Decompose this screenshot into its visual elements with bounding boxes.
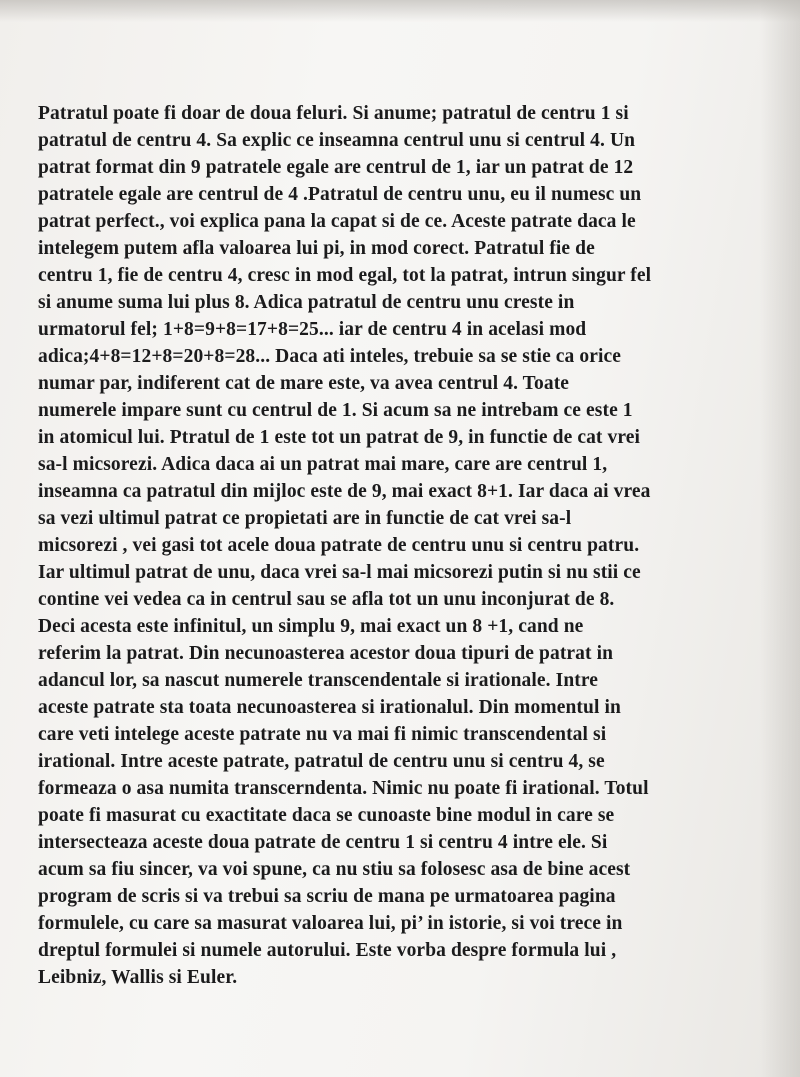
text-line: Leibniz, Wallis si Euler.: [38, 967, 238, 988]
text-line: intersecteaza aceste doua patrate de centru 1 si centru 4 intre ele. Si: [38, 832, 608, 853]
text-line: dreptul formulei si numele autorului. Este vorba despre formula lui ,: [38, 940, 617, 961]
document-text: [38, 100, 790, 991]
text-line: formeaza o asa numita transcerndenta. Nimic nu poate fi irational. Totul: [38, 778, 649, 799]
text-line: care veti intelege aceste patrate nu va mai fi nimic transcendental si: [38, 724, 607, 745]
text-line: numar par, indiferent cat de mare este, va avea centrul 4. Toate: [38, 373, 570, 394]
text-line: acum sa fiu sincer, va voi spune, ca nu stiu sa folosesc asa de bine acest: [38, 859, 631, 880]
text-line: program de scris si va trebui sa scriu de mana pe urmatoarea pagina: [38, 886, 616, 907]
text-line: irational. Intre aceste patrate, patratul de centru unu si centru 4, se: [38, 751, 605, 772]
text-line: contine vei vedea ca in centrul sau se afla tot un unu inconjurat de 8.: [38, 589, 615, 610]
text-line: referim la patrat. Din necunoasterea acestor doua tipuri de patrat in: [38, 643, 614, 664]
text-line: formulele, cu care sa masurat valoarea lui, pi’ in istorie, si voi trece in: [38, 913, 623, 934]
text-line: urmatorul fel; 1+8=9+8=17+8=25... iar de centru 4 in acelasi mod: [38, 319, 587, 340]
text-line: adancul lor, sa nascut numerele transcendentale si irationale. Intre: [38, 670, 599, 691]
text-line: patrat perfect., voi explica pana la capat si de ce. Aceste patrate daca le: [38, 211, 636, 232]
text-line: patratele egale are centrul de 4 .Patratul de centru unu, eu il numesc un: [38, 184, 642, 205]
text-line: Deci acesta este infinitul, un simplu 9, mai exact un 8 +1, cand ne: [38, 616, 584, 637]
text-line: patrat format din 9 patratele egale are centrul de 1, iar un patrat de 12: [38, 157, 634, 178]
text-line: Iar ultimul patrat de unu, daca vrei sa-l mai micsorezi putin si nu stii ce: [38, 562, 641, 583]
text-line: si anume suma lui plus 8. Adica patratul de centru unu creste in: [38, 292, 575, 313]
text-line: patratul de centru 4. Sa explic ce inseamna centrul unu si centrul 4. Un: [38, 130, 636, 151]
text-line: adica;4+8=12+8=20+8=28... Daca ati inteles, trebuie sa se stie ca orice: [38, 346, 622, 367]
text-line: numerele impare sunt cu centrul de 1. Si acum sa ne intrebam ce este 1: [38, 400, 633, 421]
text-line: centru 1, fie de centru 4, cresc in mod egal, tot la patrat, intrun singur fel: [38, 265, 652, 286]
text-line: Patratul poate fi doar de doua feluri. Si anume; patratul de centru 1 si: [38, 103, 629, 124]
text-line: micsorezi , vei gasi tot acele doua patrate de centru unu si centru patru.: [38, 535, 640, 556]
text-line: aceste patrate sta toata necunoasterea si irationalul. Din momentul in: [38, 697, 621, 718]
text-line: poate fi masurat cu exactitate daca se cunoaste bine modul in care se: [38, 805, 615, 826]
text-line: sa vezi ultimul patrat ce propietati are in functie de cat vrei sa-l: [38, 508, 572, 529]
text-line: in atomicul lui. Ptratul de 1 este tot un patrat de 9, in functie de cat vrei: [38, 427, 641, 448]
text-line: inseamna ca patratul din mijloc este de 9, mai exact 8+1. Iar daca ai vrea: [38, 481, 651, 502]
text-line: intelegem putem afla valoarea lui pi, in mod corect. Patratul fie de: [38, 238, 595, 259]
text-line: sa-l micsorezi. Adica daca ai un patrat mai mare, care are centrul 1,: [38, 454, 608, 475]
